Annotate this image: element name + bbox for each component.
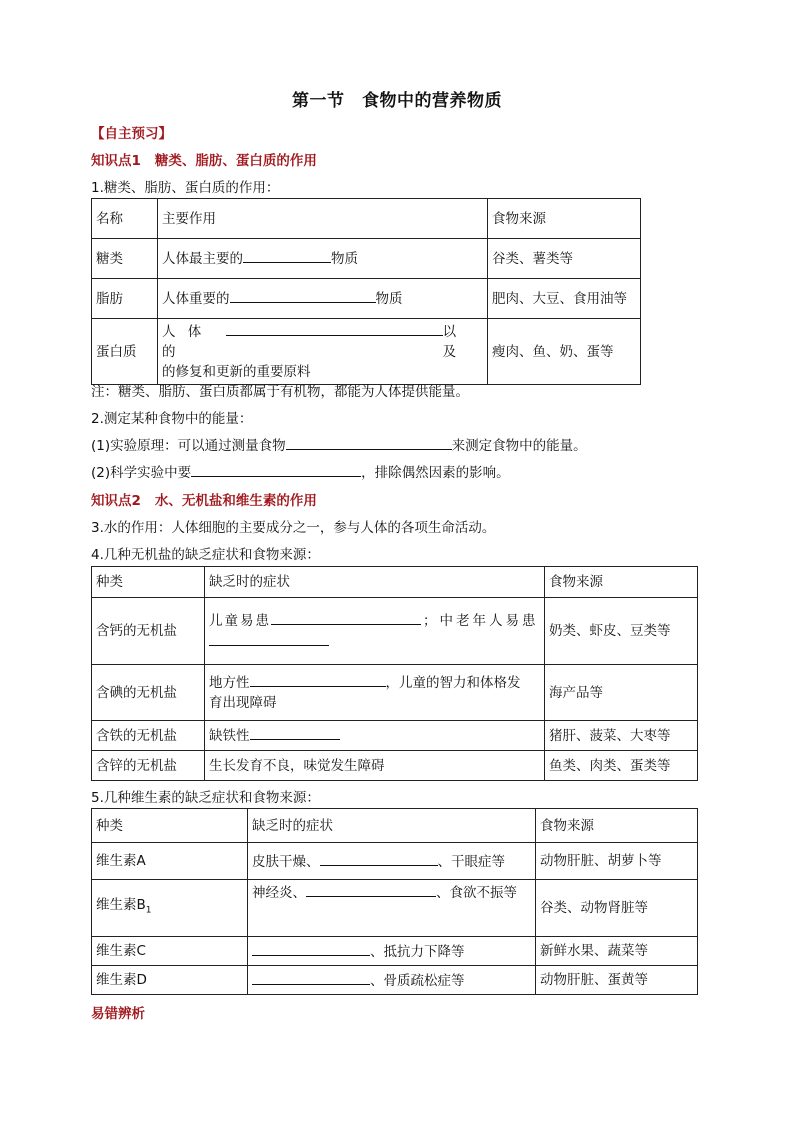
fill-blank[interactable] — [250, 672, 386, 687]
header-cell: 缺乏时的症状 — [205, 567, 545, 598]
question-2-1: (1)实验原理：可以通过测量食物 来测定食物中的能量。 — [91, 434, 587, 454]
symptom-cell: 缺铁性 — [205, 721, 545, 751]
nutrient-name: 蛋白质 — [92, 319, 158, 385]
fill-blank[interactable] — [286, 435, 452, 450]
fill-blank[interactable] — [191, 462, 361, 477]
fill-blank[interactable] — [230, 288, 376, 303]
table-header-row — [92, 809, 698, 843]
symptom-cell: 生长发育不良，味觉发生障碍 — [205, 751, 545, 781]
knowledge-point-title: 糖类、脂肪、蛋白质的作用 — [154, 153, 317, 169]
symptom-cell: 地方性 ，儿童的智力和体格发 育出现障碍 — [205, 665, 545, 721]
section-preview-heading: 【自主预习】 — [91, 126, 172, 142]
table-row — [92, 665, 698, 721]
table-row — [92, 598, 698, 665]
food-source: 动物肝脏、胡萝卜等 — [536, 843, 698, 880]
fill-blank[interactable] — [306, 882, 436, 897]
fill-blank[interactable] — [252, 970, 370, 985]
food-source: 新鲜水果、蔬菜等 — [536, 937, 698, 966]
header-cell: 食物来源 — [536, 809, 698, 843]
fill-blank[interactable] — [271, 610, 421, 625]
header-cell: 食物来源 — [545, 567, 698, 598]
function-cell: 人体重要的 物质 — [158, 279, 488, 319]
nutrient-name: 糖类 — [92, 239, 158, 279]
note-text: 注：糖类、脂肪、蛋白质都属于有机物，都能为人体提供能量。 — [91, 384, 469, 400]
vitamins-table — [91, 808, 698, 995]
header-cell: 种类 — [92, 567, 205, 598]
header-cell: 缺乏时的症状 — [248, 809, 536, 843]
mineral-name: 含碘的无机盐 — [92, 665, 205, 721]
knowledge-point-label: 知识点1 — [91, 153, 141, 169]
question-1: 1.糖类、脂肪、蛋白质的作用： — [91, 180, 280, 196]
fill-blank[interactable] — [250, 725, 340, 740]
question-2-2: (2)科学实验中要 ，排除偶然因素的影响。 — [91, 461, 510, 481]
mineral-name: 含锌的无机盐 — [92, 751, 205, 781]
symptom-cell: 、抵抗力下降等 — [248, 937, 536, 966]
mineral-name: 含铁的无机盐 — [92, 721, 205, 751]
symptom-cell: 神经炎、 、食欲不振等 — [248, 880, 536, 937]
fill-blank[interactable] — [252, 941, 370, 956]
mineral-name: 含钙的无机盐 — [92, 598, 205, 665]
symptom-cell: 儿童易患 ；中老年人易患 — [205, 598, 545, 665]
table-row — [92, 843, 698, 880]
table-row — [92, 721, 698, 751]
nutrients-table — [91, 198, 641, 385]
symptom-cell: 、骨质疏松症等 — [248, 966, 536, 995]
food-source: 猪肝、菠菜、大枣等 — [545, 721, 698, 751]
vitamin-name: 维生素C — [92, 937, 248, 966]
question-4: 4.几种无机盐的缺乏症状和食物来源： — [91, 547, 320, 563]
fill-blank[interactable] — [320, 851, 438, 866]
vitamin-name: 维生素D — [92, 966, 248, 995]
question-3: 3.水的作用：人体细胞的主要成分之一，参与人体的各项生命活动。 — [91, 520, 496, 536]
fill-blank[interactable] — [226, 321, 442, 336]
nutrient-name: 脂肪 — [92, 279, 158, 319]
knowledge-point-label: 知识点2 — [91, 493, 141, 509]
food-source: 奶类、虾皮、豆类等 — [545, 598, 698, 665]
food-source: 谷类、薯类等 — [488, 239, 641, 279]
table-header-row — [92, 567, 698, 598]
table-row — [92, 751, 698, 781]
symptom-cell: 皮肤干燥、 、干眼症等 — [248, 843, 536, 880]
food-source: 肥肉、大豆、食用油等 — [488, 279, 641, 319]
knowledge-point-title: 水、无机盐和维生素的作用 — [154, 493, 317, 509]
food-source: 海产品等 — [545, 665, 698, 721]
food-source: 瘦肉、鱼、奶、蛋等 — [488, 319, 641, 385]
page-title: 第一节 食物中的营养物质 — [292, 91, 502, 111]
vitamin-name: 维生素$B_1$ — [92, 880, 248, 937]
table-row — [92, 937, 698, 966]
table-row — [92, 966, 698, 995]
minerals-table — [91, 566, 698, 781]
header-cell: 主要作用 — [158, 199, 488, 239]
function-cell: 人 体 的 以 及 的修复和更新的重要原料 — [158, 319, 488, 385]
table-header-row — [92, 199, 641, 239]
food-source: 动物肝脏、蛋黄等 — [536, 966, 698, 995]
fill-blank[interactable] — [209, 631, 329, 646]
food-source: 谷类、动物肾脏等 — [536, 880, 698, 937]
table-row — [92, 239, 641, 279]
header-cell: 种类 — [92, 809, 248, 843]
question-5: 5.几种维生素的缺乏症状和食物来源： — [91, 790, 320, 806]
vitamin-name: 维生素A — [92, 843, 248, 880]
header-cell: 食物来源 — [488, 199, 641, 239]
section-errors-heading: 易错辨析 — [91, 1006, 145, 1022]
question-2: 2.测定某种食物中的能量： — [91, 411, 253, 427]
table-row — [92, 319, 641, 385]
food-source: 鱼类、肉类、蛋类等 — [545, 751, 698, 781]
function-cell: 人体最主要的 物质 — [158, 239, 488, 279]
knowledge-point-2-heading — [91, 489, 317, 509]
header-cell: 名称 — [92, 199, 158, 239]
knowledge-point-1-heading — [91, 149, 317, 169]
table-row — [92, 279, 641, 319]
fill-blank[interactable] — [243, 248, 331, 263]
table-row — [92, 880, 698, 937]
